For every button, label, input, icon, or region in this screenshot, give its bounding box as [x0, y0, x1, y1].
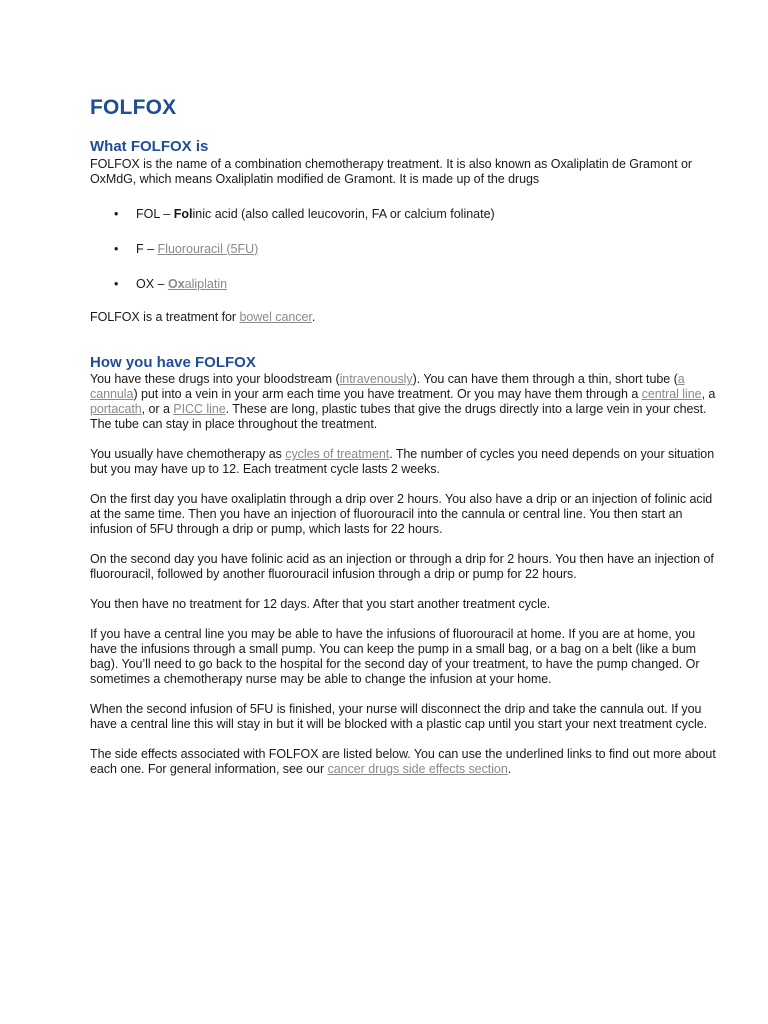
drug-description: inic acid (also called leucovorin, FA or calcium folinate): [192, 206, 495, 221]
text-run: The side effects associated with FOLFOX are listed below. You can use the underlined links to find out more about each one. For general information, see our: [90, 747, 716, 777]
text-run: ) put into a vein in your arm each time you have treatment. Or you may have them through a: [133, 387, 642, 402]
text-run: , a: [701, 387, 716, 402]
bowel-cancer-link[interactable]: bowel cancer: [239, 309, 312, 324]
text-run: FOLFOX is a treatment for: [90, 309, 240, 324]
portacath-link[interactable]: portacath: [90, 402, 142, 417]
link-initial: F: [157, 241, 166, 256]
page-title: FOLFOX: [90, 96, 177, 119]
oxaliplatin-link[interactable]: [168, 277, 227, 291]
link-rest: aliplatin: [184, 276, 228, 291]
central-line-link[interactable]: central line: [641, 387, 702, 402]
text-run: , or a: [141, 402, 174, 417]
bloodstream-paragraph: [90, 372, 718, 432]
treatment-for-paragraph: [90, 310, 718, 325]
disconnect-paragraph: When the second infusion of 5FU is finished, your nurse will disconnect the drip and take the cannula out. If you have a central line this will stay in but it will be blocked with a plastic cap until you start your next treatment cycle.: [90, 702, 708, 732]
home-infusion-paragraph: If you have a central line you may be able to have the infusions of fluorouracil at home. If you are at home, you have the infusions through a small pump. You can keep the pump in a small bag, or a bag on a belt (like a bum bag). You’ll need to go back to the hospital for the second day of your treatment, to have the pump changed. Or sometimes a chemotherapy nurse may be able to change the infusion at your home.: [90, 627, 700, 687]
section-heading-how: How you have FOLFOX: [90, 353, 256, 371]
drug-prefix: OX –: [136, 276, 168, 291]
side-effects-paragraph: [90, 747, 718, 777]
link-initial-bold: Ox: [167, 276, 185, 291]
first-day-paragraph: On the first day you have oxaliplatin through a drip over 2 hours. You also have a drip or an injection of folinic acid at the same time. Then you have an injection of fluorouracil into the cannula or central line. You then start an infusion of 5FU through a drip or pump, which lasts for 22 hours.: [90, 492, 713, 537]
intravenously-link[interactable]: intravenously: [339, 372, 413, 387]
list-item-folinic-acid: [90, 207, 718, 222]
drug-prefix: FOL –: [136, 206, 174, 221]
text-run: . These are long, plastic tubes that give the drugs directly into a large vein in your chest. The tube can stay in place throughout the treatment.: [90, 402, 707, 432]
drug-prefix: F –: [136, 241, 158, 256]
cycles-of-treatment-link[interactable]: cycles of treatment: [285, 447, 390, 462]
cycles-paragraph: [90, 447, 718, 477]
cannula-link[interactable]: a cannula: [90, 372, 685, 402]
side-effects-section-link[interactable]: cancer drugs side effects section: [327, 762, 508, 777]
bullet-icon: •: [114, 276, 119, 291]
list-item-oxaliplatin: [90, 277, 718, 292]
text-run: .: [311, 309, 316, 324]
text-run: . The number of cycles you need depends on your situation but you may have up to 12. Each treatment cycle lasts 2 weeks.: [90, 447, 715, 477]
text-run: ). You can have them through a thin, short tube (: [412, 372, 678, 387]
second-day-paragraph: On the second day you have folinic acid as an injection or through a drip for 2 hours. You then have an injection of fluorouracil, followed by another fluorouracil infusion through a drip or pump for 22 hours.: [90, 552, 714, 582]
document-page: [90, 96, 718, 777]
list-item-fluorouracil: [90, 242, 718, 257]
text-run: You have these drugs into your bloodstream (: [90, 372, 340, 387]
drug-list: [90, 207, 718, 292]
drug-abbrev-bold: Fol: [173, 206, 193, 221]
text-run: .: [507, 762, 512, 777]
fluorouracil-link[interactable]: [158, 242, 259, 256]
bullet-icon: •: [114, 206, 119, 221]
link-rest: luorouracil (5FU): [165, 241, 259, 256]
picc-line-link[interactable]: PICC line: [173, 402, 226, 417]
section-heading-what: What FOLFOX is: [90, 138, 209, 156]
bullet-icon: •: [114, 241, 119, 256]
text-run: You usually have chemotherapy as: [90, 447, 286, 462]
no-treatment-paragraph: You then have no treatment for 12 days. After that you start another treatment cycle.: [90, 597, 551, 612]
intro-paragraph: FOLFOX is the name of a combination chemotherapy treatment. It is also known as Oxaliplatin de Gramont or OxMdG, which means Oxaliplatin modified de Gramont. It is made up of the drugs: [90, 156, 692, 186]
